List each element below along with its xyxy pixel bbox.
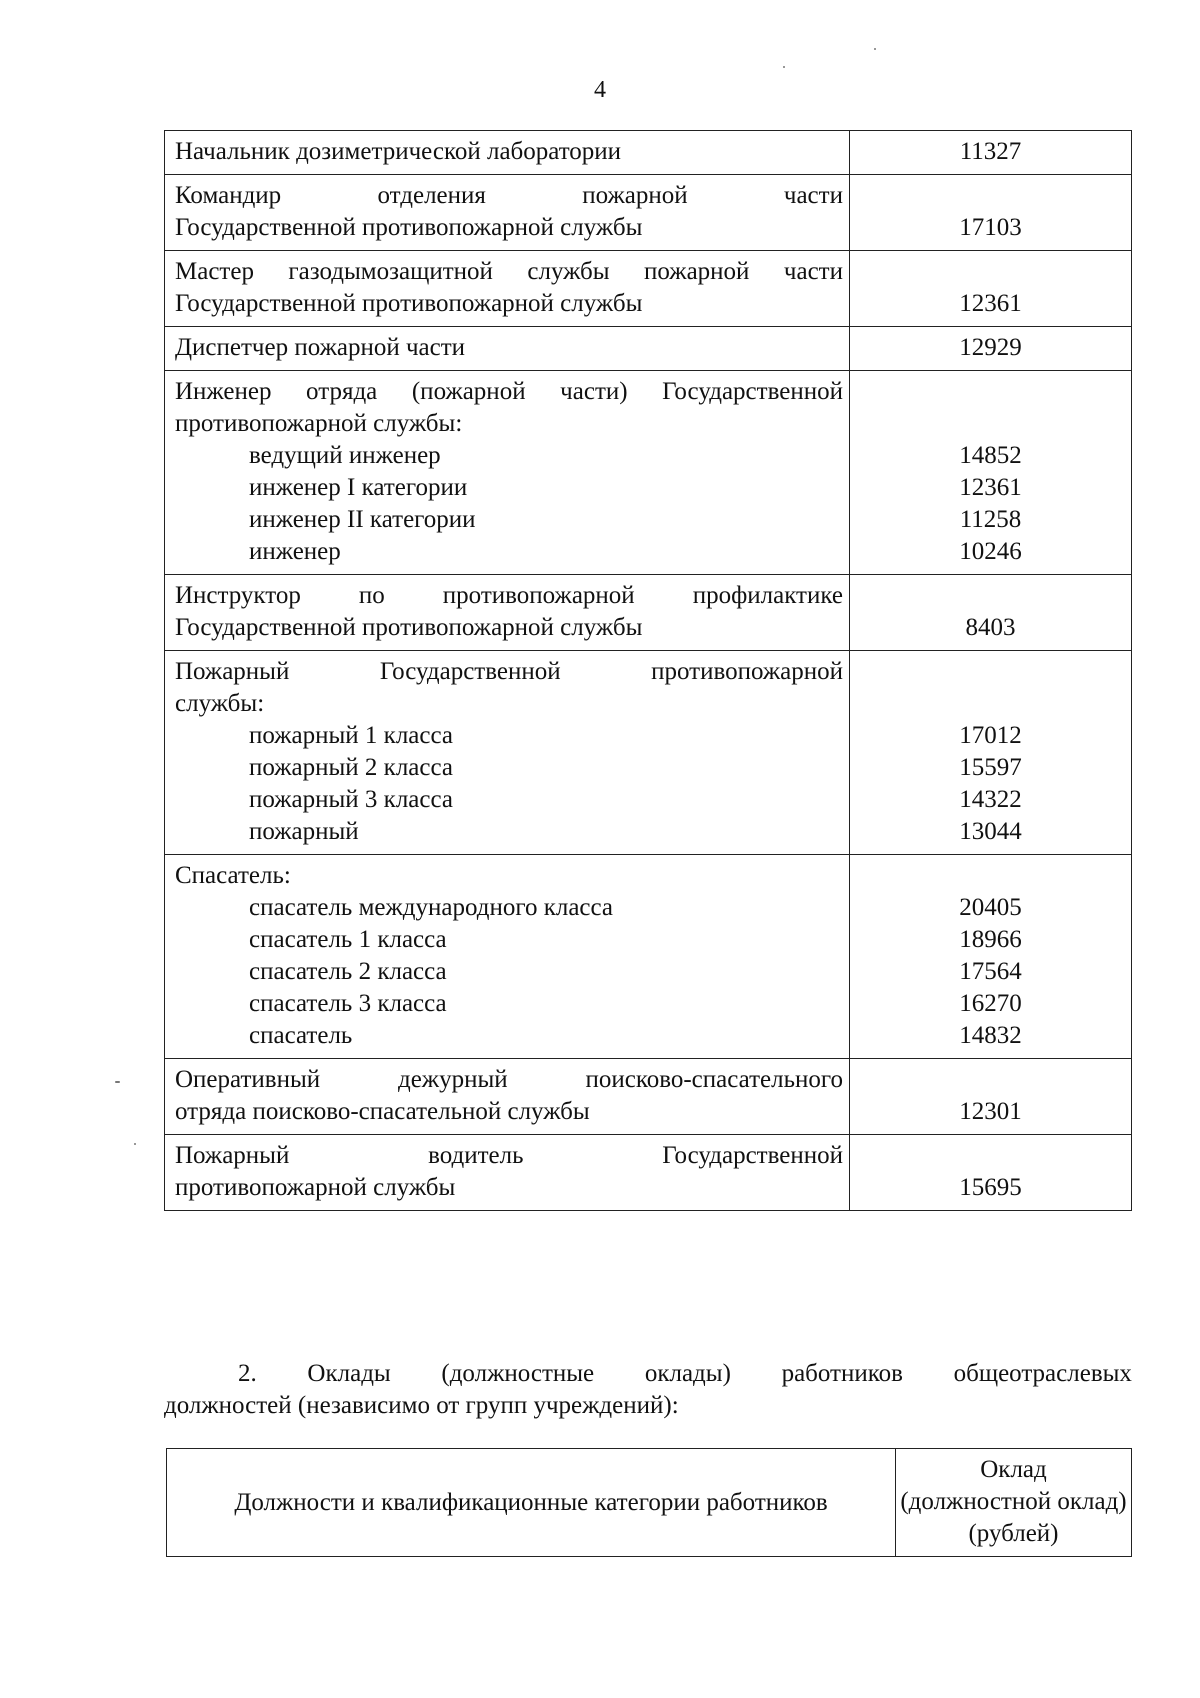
sub-position: спасатель 1 класса [249,926,447,953]
salary-value: 20405 [959,894,1022,921]
salary-cell [850,1135,1132,1211]
header-salary [896,1449,1132,1557]
header-salary-line: (рублей) [968,1520,1059,1547]
sub-position: спасатель международного класса [249,894,614,921]
position-word: Командир [175,182,282,209]
position-title-line [175,580,843,612]
position-word: профилактике [692,582,843,609]
position-cell [165,371,850,575]
position-title-line [175,180,843,212]
position-word: противопожарной [651,658,843,685]
sub-position: спасатель [249,1022,353,1049]
table-row [165,175,1132,251]
position-title-line: Государственной противопожарной службы [175,614,643,641]
salary-value: 14852 [959,442,1022,469]
paragraph-word: оклады) [644,1360,731,1387]
salary-table [164,130,1132,1211]
position-word: по [358,582,385,609]
table-row [165,651,1132,855]
table-row [165,1059,1132,1135]
position-word: пожарной [644,258,750,285]
salary-cell [850,327,1132,371]
table-row [165,131,1132,175]
salary-cell [850,575,1132,651]
salary-value: 10246 [959,538,1022,565]
salary-cell [850,651,1132,855]
position-cell [165,855,850,1059]
header-positions [167,1449,896,1557]
page-number: 4 [594,77,606,103]
salary-value: 16270 [959,990,1022,1017]
header-positions-text: Должности и квалификационные категории работников [234,1488,828,1516]
position-word: части) [560,378,628,405]
position-cell [165,1059,850,1135]
table-row [165,575,1132,651]
position-cell [165,575,850,651]
sub-position: спасатель 3 класса [249,990,447,1017]
salary-value: 11258 [959,506,1022,533]
position-title-line [175,1064,843,1096]
position-word: (пожарной [411,378,526,405]
table-row [165,1135,1132,1211]
salary-value: 15597 [959,754,1022,781]
salary-value: 12929 [959,334,1022,361]
paragraph-word: 2. [238,1360,257,1387]
section-paragraph [164,1358,1132,1422]
position-cell [165,131,850,175]
position-title-line: противопожарной службы [175,1174,456,1201]
position-word: Государственной [662,378,843,405]
position-cell [165,651,850,855]
position-word: Инструктор [175,582,301,609]
sub-position: инженер [249,538,341,565]
salary-value: 13044 [959,818,1022,845]
salary-value: 17564 [959,958,1022,985]
position-word: Пожарный [175,658,290,685]
paragraph-word: общеотраслевых [953,1360,1132,1387]
sub-position: спасатель 2 класса [249,958,447,985]
salary-value: 12361 [959,474,1022,501]
salary-value: 18966 [959,926,1022,953]
position-word: Пожарный [175,1142,290,1169]
sub-position: ведущий инженер [249,442,441,469]
position-word: Государственной [662,1142,843,1169]
salary-value: 8403 [965,614,1016,641]
position-cell [165,175,850,251]
paragraph-line-1 [164,1358,1132,1390]
position-word: дежурный [397,1066,508,1093]
position-word: пожарной [582,182,688,209]
position-word: части [783,258,843,285]
table-row [165,371,1132,575]
paragraph-word: Оклады [307,1360,391,1387]
header-salary-line: Оклад [980,1456,1047,1483]
position-title-line [175,376,843,408]
salary-value: 12361 [959,290,1022,317]
position-word: службы [527,258,610,285]
salary-value: 14322 [959,786,1022,813]
sub-position: пожарный 2 класса [249,754,453,781]
position-title-line: Государственной противопожарной службы [175,214,643,241]
position-word: части [783,182,843,209]
sub-position: пожарный [249,818,359,845]
position-title-line: службы: [175,690,265,717]
position-title-line [175,656,843,688]
table-row [165,327,1132,371]
position-title-line [175,256,843,288]
paragraph-word: работников [781,1360,903,1387]
position-word: Мастер [175,258,254,285]
position-title-line [175,1140,843,1172]
salary-cell [850,131,1132,175]
position-word: Государственной [379,658,561,685]
position-word: отряда [306,378,378,405]
salary-value: 12301 [959,1098,1022,1125]
salary-cell [850,251,1132,327]
position-title-line: Спасатель: [175,862,291,889]
salary-value: 14832 [959,1022,1022,1049]
sub-position: пожарный 3 класса [249,786,453,813]
salary-value: 17012 [959,722,1022,749]
salary-value: 15695 [959,1174,1022,1201]
salary-cell [850,855,1132,1059]
sub-position: пожарный 1 класса [249,722,453,749]
paragraph-line-2: должностей (независимо от групп учреждений): [164,1392,679,1419]
position-title-line: Начальник дозиметрической лаборатории [175,138,622,165]
position-title-line: Диспетчер пожарной части [175,334,466,361]
table-header-row [167,1449,1132,1557]
table-row [165,855,1132,1059]
salary-cell [850,175,1132,251]
position-cell [165,327,850,371]
salary-cell [850,371,1132,575]
salary-cell [850,1059,1132,1135]
position-title-line: противопожарной службы: [175,410,463,437]
salary-value: 11327 [959,138,1022,165]
sub-position: инженер I категории [249,474,468,501]
position-word: отделения [377,182,486,209]
position-word: газодымозащитной [288,258,493,285]
position-cell [165,1135,850,1211]
general-positions-table [166,1448,1132,1557]
position-word: поисково-спасательного [585,1066,843,1093]
sub-position: инженер II категории [249,506,476,533]
header-salary-line: (должностной оклад) [900,1488,1127,1515]
position-word: противопожарной [442,582,635,609]
position-word: водитель [428,1142,524,1169]
position-word: Оперативный [175,1066,321,1093]
position-word: Инженер [175,378,272,405]
salary-value: 17103 [959,214,1022,241]
position-title-line: отряда поисково-спасательной службы [175,1098,590,1125]
position-cell [165,251,850,327]
paragraph-word: (должностные [441,1360,595,1387]
table-row [165,251,1132,327]
position-title-line: Государственной противопожарной службы [175,290,643,317]
